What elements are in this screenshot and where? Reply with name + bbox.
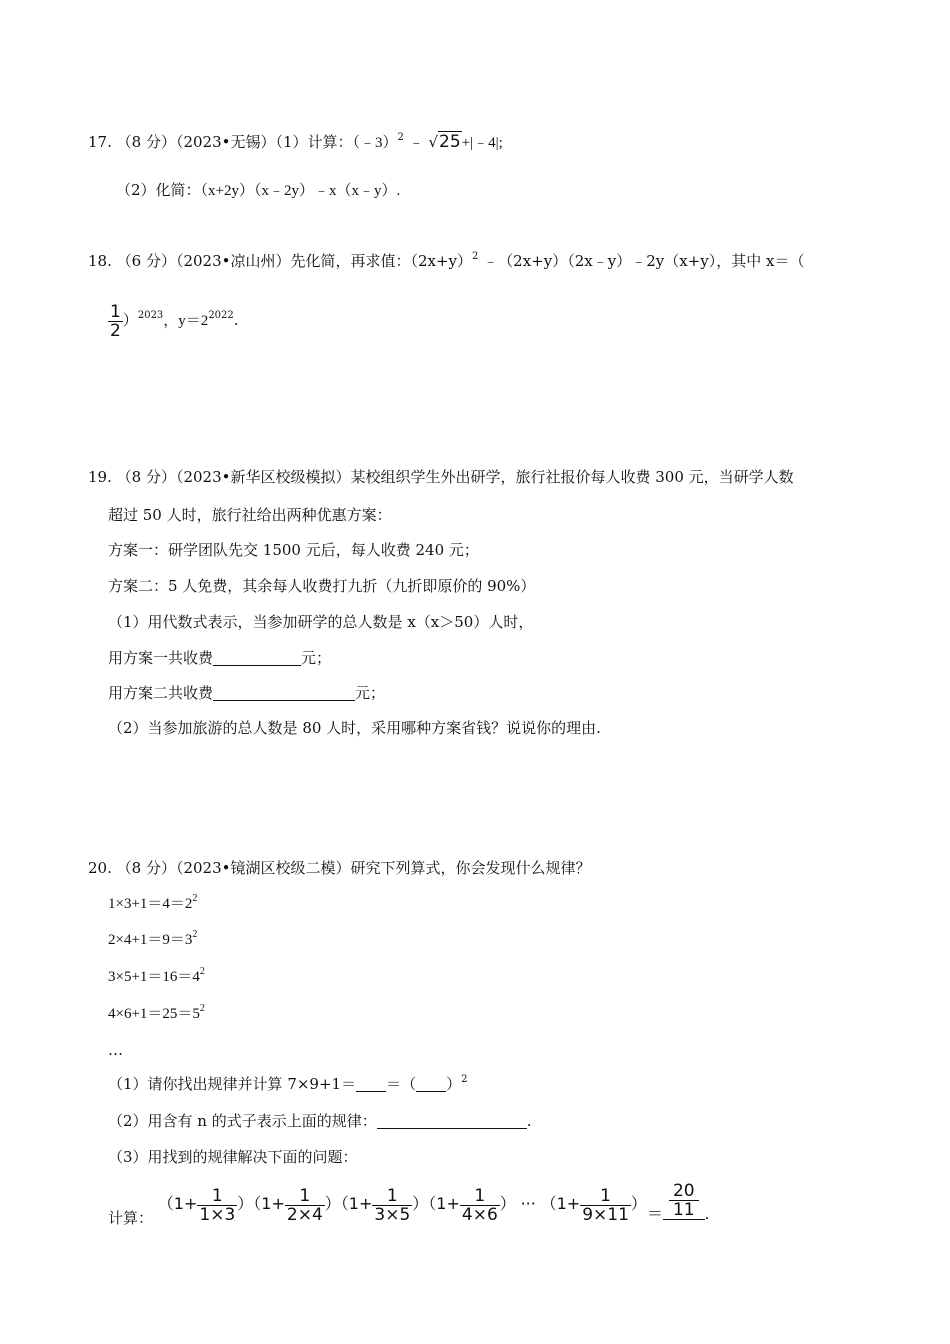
- q20-answer-den: 11: [669, 1200, 699, 1219]
- q18-exp-y: 2022: [208, 310, 234, 321]
- q20-eq4-sup: 2: [199, 1003, 205, 1014]
- factor-denominator: 3×5: [374, 1204, 411, 1225]
- q20-calc: [108, 1182, 709, 1238]
- factor-open: （1+: [540, 1194, 581, 1213]
- q18-text-a: 先化简，再求值：（2x+y）: [290, 252, 473, 270]
- factor-close: ）: [499, 1194, 516, 1213]
- q20-eq1-text: 1×3+1＝4＝2: [108, 896, 193, 912]
- q19-part2: （2）当参加旅游的总人数是 80 人时，采用哪种方案省钱？说说你的理由.: [108, 719, 601, 737]
- q19-fill1-unit: 元；: [301, 649, 332, 667]
- q20-part1-close: ）: [446, 1075, 462, 1093]
- factor-numerator: 1: [211, 1185, 223, 1206]
- q20-part1-sup: 2: [461, 1074, 468, 1085]
- q17-part1-label: （1）计算：: [275, 133, 353, 151]
- q20-meta: （8 分）（2023•镜湖区校级二模）: [116, 859, 351, 877]
- q20-intro: 研究下列算式，你会发现什么规律？: [350, 859, 591, 877]
- q20-equals: ＝: [646, 1204, 663, 1223]
- q20-part2-text: （2）用含有 n 的式子表示上面的规律：: [108, 1112, 377, 1130]
- q19-line1: [88, 467, 794, 487]
- factor-denominator: 4×6: [461, 1204, 498, 1225]
- q17-expr-a: （﹣3）: [352, 135, 398, 151]
- q19-blank1[interactable]: [213, 649, 301, 666]
- q19-blank2[interactable]: [213, 684, 355, 701]
- sqrt-symbol: √25: [428, 132, 461, 152]
- q18-line1: [88, 251, 804, 271]
- q18-text-d: ，y＝2: [163, 313, 209, 329]
- q17-minus: ﹣: [403, 133, 429, 151]
- q19-number: 19.: [88, 468, 112, 486]
- factor-denominator: 9×11: [582, 1204, 629, 1225]
- q19-fill2-label: 用方案二共收费: [108, 684, 214, 702]
- q20-eq3-text: 3×5+1＝16＝4: [108, 969, 200, 985]
- q17-meta: （8 分）（2023•无锡）: [116, 133, 276, 151]
- factor-numerator: 1: [600, 1185, 611, 1206]
- q19-plan1: 方案一：研学团队先交 1500 元后，每人收费 240 元；: [108, 541, 479, 559]
- q18-frac-den: 2: [110, 320, 121, 341]
- factor-close: ）: [237, 1194, 254, 1213]
- q18-fraction: [108, 303, 123, 340]
- q20-blank-b[interactable]: [416, 1075, 446, 1092]
- q20-part2: [108, 1111, 532, 1131]
- q20-part1-mid: ＝（: [386, 1075, 417, 1093]
- q20-eq2-text: 2×4+1＝9＝3: [108, 932, 193, 948]
- q18-meta: （6 分）（2023•凉山州）: [116, 252, 291, 270]
- q20-eq2: [108, 930, 197, 950]
- factor-open: （1+: [157, 1194, 198, 1213]
- q19-text1: 某校组织学生外出研学，旅行社报价每人收费 300 元，当研学人数: [350, 468, 794, 486]
- q20-blank-c[interactable]: [377, 1112, 527, 1129]
- q20-part3: （3）用找到的规律解决下面的问题：: [108, 1148, 358, 1166]
- q18-line2: [108, 300, 239, 341]
- q19-fill2: [108, 683, 385, 703]
- q17-sup: 2: [397, 132, 404, 143]
- factor-denominator: 1×3: [199, 1204, 236, 1225]
- q19-fill2-unit: 元；: [355, 684, 386, 702]
- factor-fraction: [372, 1187, 412, 1224]
- q17-line2: [116, 180, 400, 201]
- q19-fill1-label: 用方案一共收费: [108, 649, 214, 667]
- q17-line1: [88, 132, 503, 153]
- q18-text-b: ﹣（2x+y）（2x﹣y）﹣2y（x+y），其中 x＝（: [478, 252, 805, 270]
- q20-number: 20.: [88, 859, 112, 877]
- q20-answer[interactable]: [663, 1182, 705, 1220]
- q17-number: 17.: [88, 133, 112, 151]
- factor-fraction: [197, 1187, 237, 1224]
- factor-open: （1+: [253, 1194, 285, 1213]
- q20-eq1-sup: 2: [192, 893, 198, 904]
- q20-line1: [88, 858, 591, 878]
- factor-open: （1+: [428, 1194, 460, 1213]
- factor-fraction: [460, 1187, 500, 1224]
- factor-close: ）: [412, 1194, 429, 1213]
- q17-radicand: 25: [439, 132, 461, 152]
- q19-meta: （8 分）（2023•新华区校级模拟）: [116, 468, 351, 486]
- q20-eq1: [108, 894, 197, 914]
- q20-blank-a[interactable]: [356, 1075, 386, 1092]
- q18-sup: 2: [472, 251, 479, 262]
- q18-number: 18.: [88, 252, 112, 270]
- factor-close: ）: [630, 1194, 647, 1213]
- q18-frac-num: 1: [110, 301, 121, 322]
- factor-open: （1+: [340, 1194, 373, 1213]
- q18-text-c: ）: [122, 311, 138, 329]
- q20-part2-end: .: [526, 1112, 532, 1130]
- factor-numerator: 1: [386, 1185, 398, 1206]
- q20-end: .: [704, 1205, 710, 1223]
- q19-plan2: 方案二：5 人免费，其余每人收费打九折（九折即原价的 90%）: [108, 577, 536, 595]
- factor-numerator: 1: [474, 1185, 486, 1206]
- q18-text-e: .: [233, 311, 239, 329]
- q20-calc-label: 计算：: [108, 1209, 154, 1227]
- q17-part2-label: （2）化简：: [116, 181, 201, 199]
- factor-numerator: 1: [299, 1185, 311, 1206]
- q20-part1-text: （1）请你找出规律并计算 7×9+1＝: [108, 1075, 357, 1093]
- q18-exp-x: 2023: [137, 310, 164, 321]
- factor-fraction: [285, 1187, 325, 1224]
- factor-denominator: 2×4: [286, 1204, 323, 1225]
- q19-fill1: [108, 648, 331, 668]
- q20-eq2-sup: 2: [192, 929, 198, 940]
- q20-eq3: [108, 967, 205, 987]
- q19-part1: （1）用代数式表示，当参加研学的总人数是 x（x＞50）人时，: [108, 613, 534, 631]
- q20-part1: [108, 1074, 468, 1094]
- q20-answer-num: 20: [672, 1181, 695, 1201]
- q20-eq4: [108, 1004, 205, 1024]
- q20-dots: ···: [520, 1194, 536, 1213]
- q19-line2: 超过 50 人时，旅行社给出两种优惠方案：: [108, 506, 392, 524]
- q20-ellipsis: …: [108, 1041, 123, 1059]
- factor-close: ）: [324, 1194, 341, 1213]
- factor-fraction: [580, 1187, 631, 1224]
- q20-eq3-sup: 2: [199, 966, 205, 977]
- q20-eq4-text: 4×6+1＝25＝5: [108, 1006, 200, 1022]
- q17-part2-expr: （x+2y）（x﹣2y）﹣x（x﹣y）.: [200, 183, 401, 199]
- q17-expr-b: +|﹣4|;: [461, 135, 503, 151]
